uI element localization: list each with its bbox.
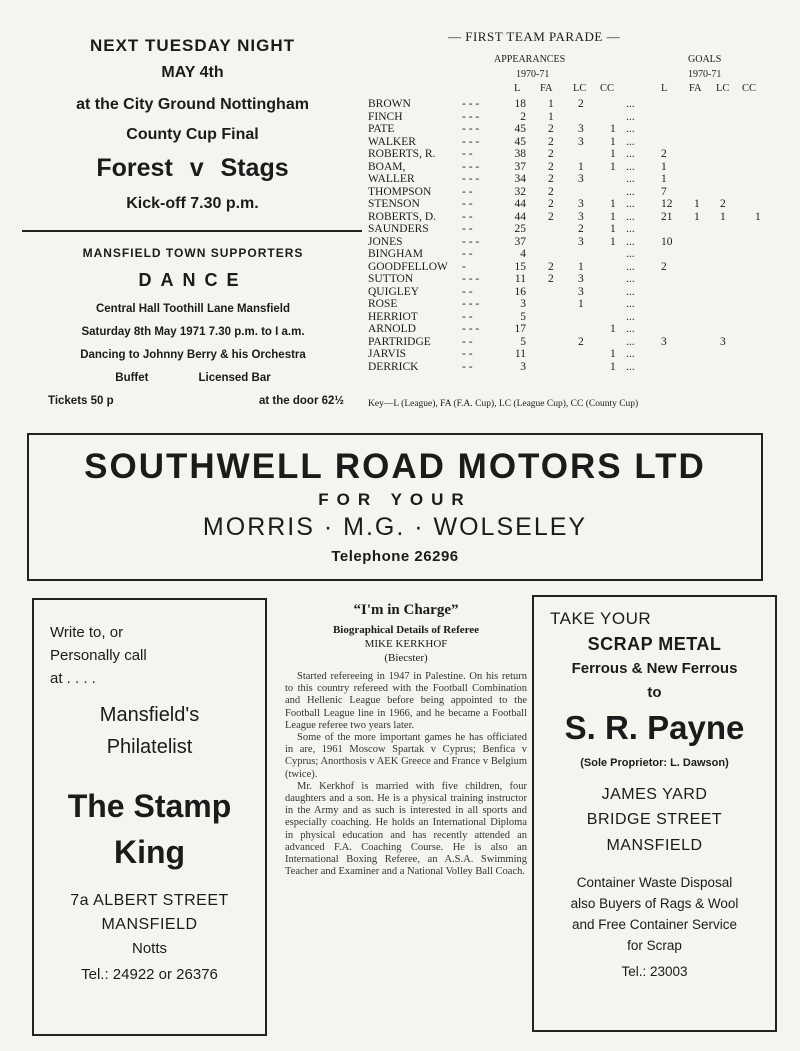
row-dashes: - - xyxy=(462,335,473,348)
appearance-cell: 1 xyxy=(548,110,554,123)
row-dashes: - - - xyxy=(462,298,480,310)
table-row xyxy=(368,161,788,173)
article-referee-name: MIKE KERKHOF xyxy=(364,638,448,650)
row-leader: ... xyxy=(626,360,635,373)
row-dashes: - - - xyxy=(462,123,480,135)
row-dashes: - xyxy=(462,260,466,273)
appearance-cell: 5 xyxy=(520,310,526,323)
dance-buffet: Buffet xyxy=(115,372,149,384)
appearance-cell: 1 xyxy=(610,148,616,160)
row-leader: ... xyxy=(626,235,635,248)
stamp-title-line1: The Stamp xyxy=(67,788,232,824)
row-leader: ... xyxy=(626,198,635,210)
goals-cell: 1 xyxy=(720,210,726,223)
row-dashes: - - - xyxy=(462,98,480,110)
row-dashes: - - xyxy=(462,223,473,235)
scrap-phone: Tel.: 23003 xyxy=(621,964,688,979)
table-row xyxy=(368,211,788,223)
col-app-l: L xyxy=(514,83,521,94)
player-name: BINGHAM xyxy=(368,248,423,260)
dance-door-price: at the door 62½ xyxy=(259,395,344,407)
appearance-cell: 3 xyxy=(578,135,584,148)
dance-music: Dancing to Johnny Berry & his Orchestra xyxy=(80,349,306,361)
row-dashes: - - - xyxy=(462,160,480,173)
player-name: STENSON xyxy=(368,198,420,210)
row-leader: ... xyxy=(626,310,635,323)
appearance-cell: 37 xyxy=(514,160,526,173)
row-dashes: - - xyxy=(462,148,473,160)
appearance-cell: 45 xyxy=(514,135,526,148)
dance-bar: Licensed Bar xyxy=(198,372,271,384)
article-paragraph: Mr. Kerkhof is married with five children, four daughters and a son. He is a physical training instructor in the Army and as such is interested in all sports and especially coaching. He holds an International Diploma in physical education and has recently attended an advanced F.A. Coaching Course. He is also an International Boxing Referee, an A.S.A. Swimming Teacher and Examiner and a National Volley Ball Coach. xyxy=(285,780,527,878)
player-name: BOAM, xyxy=(368,160,406,173)
scrap-line-to: to xyxy=(647,684,662,701)
goals-cell: 2 xyxy=(720,198,726,210)
row-leader: ... xyxy=(626,160,635,173)
appearance-cell: 1 xyxy=(578,298,584,310)
appearance-cell: 3 xyxy=(578,285,584,298)
motors-for-your: FOR YOUR xyxy=(318,490,472,509)
col-goals-fa: FA xyxy=(689,83,702,94)
match-date: MAY 4th xyxy=(161,64,224,81)
table-row xyxy=(368,286,788,298)
appearance-cell: 1 xyxy=(610,123,616,135)
goals-cell: 1 xyxy=(694,210,700,223)
scrap-address-yard: JAMES YARD xyxy=(601,786,708,803)
appearance-cell: 2 xyxy=(548,123,554,135)
col-app-lc: LC xyxy=(573,83,587,94)
table-row xyxy=(368,148,788,160)
match-notice xyxy=(30,36,355,213)
scrap-metal-advert xyxy=(532,595,777,1032)
table-row xyxy=(368,98,788,110)
motors-makes: MORRIS · M.G. · WOLSELEY xyxy=(202,513,588,541)
row-leader: ... xyxy=(626,223,635,235)
row-leader: ... xyxy=(626,210,635,223)
appearance-cell: 4 xyxy=(520,248,526,260)
appearance-cell: 11 xyxy=(514,348,526,360)
player-name: PARTRIDGE xyxy=(368,335,431,348)
dance-notice xyxy=(28,246,358,407)
stamp-phone: Tel.: 24922 or 26376 xyxy=(81,966,218,983)
parade-key: Key—L (League), FA (F.A. Cup), LC (League Cup), CC (County Cup) xyxy=(368,399,639,409)
appearance-cell: 2 xyxy=(548,210,554,223)
article-paragraph: Started refereeing in 1947 in Palestine. On his return to this country refereed with the Football Combination and Hellenic League before being appointed to the Football League line in 1966, and he became a Football League referee two years later. xyxy=(285,671,527,731)
table-row xyxy=(368,186,788,198)
appearance-cell: 1 xyxy=(610,135,616,148)
goals-cell: 2 xyxy=(661,260,667,273)
appearance-cell: 37 xyxy=(514,235,526,248)
scrap-line-take: TAKE YOUR xyxy=(550,609,652,628)
table-row xyxy=(368,261,788,273)
parade-title: — FIRST TEAM PARADE — xyxy=(448,29,621,44)
row-dashes: - - - xyxy=(462,323,480,335)
player-name: FINCH xyxy=(368,110,403,123)
goals-cell: 1 xyxy=(694,198,700,210)
appearance-cell: 1 xyxy=(610,198,616,210)
goals-cell: 10 xyxy=(661,235,673,248)
appearance-cell: 44 xyxy=(514,198,526,210)
match-fixture: Forest v Stags xyxy=(96,154,289,182)
stamp-line-call: Personally call xyxy=(50,647,147,664)
player-name: JONES xyxy=(368,235,403,248)
match-competition: County Cup Final xyxy=(126,126,259,143)
row-dashes: - - - xyxy=(462,235,480,248)
player-name: DERRICK xyxy=(368,360,419,373)
stamp-line-mansfields: Mansfield's xyxy=(99,704,200,726)
appearance-cell: 3 xyxy=(578,123,584,135)
goals-cell: 21 xyxy=(661,210,673,223)
player-name: ARNOLD xyxy=(368,323,416,335)
appearance-cell: 17 xyxy=(514,323,526,335)
goals-cell: 2 xyxy=(661,148,667,160)
stamp-king-advert xyxy=(32,598,267,1036)
dance-title: DANCE xyxy=(138,270,248,290)
stamp-line-philatelist: Philatelist xyxy=(106,736,193,758)
appearance-cell: 1 xyxy=(548,98,554,110)
dance-header: MANSFIELD TOWN SUPPORTERS xyxy=(82,246,304,260)
dance-date: Saturday 8th May 1971 7.30 p.m. to I a.m. xyxy=(81,326,305,338)
appearance-cell: 2 xyxy=(548,135,554,148)
appearance-cell: 1 xyxy=(610,323,616,335)
row-dashes: - - xyxy=(462,360,473,373)
appearance-cell: 3 xyxy=(578,273,584,285)
row-leader: ... xyxy=(626,335,635,348)
appearance-cell: 5 xyxy=(520,335,526,348)
appearance-cell: 34 xyxy=(514,173,526,185)
appearance-cell: 1 xyxy=(610,235,616,248)
row-leader: ... xyxy=(626,285,635,298)
goals-cell: 1 xyxy=(661,160,667,173)
appearances-season: 1970-71 xyxy=(516,69,550,80)
goals-cell: 3 xyxy=(661,335,667,348)
table-row xyxy=(368,123,788,135)
appearance-cell: 32 xyxy=(514,185,526,198)
motors-phone: Telephone 26296 xyxy=(331,548,459,565)
row-dashes: - - - xyxy=(462,273,480,285)
player-name: HERRIOT xyxy=(368,310,418,323)
article-title: “I'm in Charge” xyxy=(353,602,459,618)
row-dashes: - - xyxy=(462,248,473,260)
scrap-line-metal: SCRAP METAL xyxy=(587,634,722,654)
player-name: WALKER xyxy=(368,135,416,148)
goals-cell: 12 xyxy=(661,198,673,210)
dance-tickets: Tickets 50 p xyxy=(48,395,114,407)
player-name: WALLER xyxy=(368,173,415,185)
appearance-cell: 3 xyxy=(520,360,526,373)
row-leader: ... xyxy=(626,248,635,260)
table-row xyxy=(368,111,788,123)
appearance-cell: 3 xyxy=(578,173,584,185)
appearance-cell: 2 xyxy=(578,335,584,348)
scrap-proprietor: (Sole Proprietor: L. Dawson) xyxy=(580,757,729,769)
row-leader: ... xyxy=(626,348,635,360)
scrap-service-3: and Free Container Service xyxy=(571,917,738,932)
table-row xyxy=(368,198,788,210)
appearance-cell: 1 xyxy=(610,360,616,373)
motors-advert xyxy=(27,433,763,581)
appearance-cell: 15 xyxy=(514,260,526,273)
row-leader: ... xyxy=(626,110,635,123)
row-dashes: - - - xyxy=(462,173,480,185)
scrap-address-town: MANSFIELD xyxy=(606,837,703,854)
divider-line xyxy=(22,230,362,232)
appearance-cell: 1 xyxy=(610,160,616,173)
table-row xyxy=(368,236,788,248)
appearance-cell: 3 xyxy=(578,198,584,210)
row-leader: ... xyxy=(626,98,635,110)
article-referee-place: (Biecster) xyxy=(384,652,428,664)
appearance-cell: 2 xyxy=(548,185,554,198)
appearance-cell: 16 xyxy=(514,285,526,298)
row-leader: ... xyxy=(626,273,635,285)
row-dashes: - - xyxy=(462,348,473,360)
row-leader: ... xyxy=(626,298,635,310)
table-row xyxy=(368,273,788,285)
appearance-cell: 3 xyxy=(520,298,526,310)
goals-season: 1970-71 xyxy=(688,69,722,80)
stamp-line-write: Write to, or xyxy=(50,624,124,641)
table-row xyxy=(368,348,788,360)
appearance-cell: 3 xyxy=(578,235,584,248)
player-name: GOODFELLOW xyxy=(368,260,448,273)
player-name: BROWN xyxy=(368,98,411,110)
appearance-cell: 2 xyxy=(548,273,554,285)
row-leader: ... xyxy=(626,135,635,148)
appearance-cell: 1 xyxy=(578,260,584,273)
scrap-line-ferrous: Ferrous & New Ferrous xyxy=(571,660,738,677)
appearance-cell: 2 xyxy=(548,160,554,173)
article-paragraph: Some of the more important games he has officiated in are, 1961 Moscow Spartak v Cyprus; Benfica v Cyprus; Anorthosis v AEK Greece and France v Belgium (twice). xyxy=(285,732,527,780)
stamp-address-town: MANSFIELD xyxy=(101,916,198,933)
appearance-cell: 2 xyxy=(548,148,554,160)
appearance-cell: 2 xyxy=(578,223,584,235)
table-row xyxy=(368,298,788,310)
player-name: THOMPSON xyxy=(368,185,432,198)
appearance-cell: 38 xyxy=(514,148,526,160)
scrap-service-2: also Buyers of Rags & Wool xyxy=(570,896,739,911)
article-subtitle: Biographical Details of Referee xyxy=(332,624,480,636)
row-leader: ... xyxy=(626,323,635,335)
goals-header: GOALS xyxy=(688,54,722,65)
player-name: QUIGLEY xyxy=(368,285,420,298)
scrap-service-1: Container Waste Disposal xyxy=(576,875,733,890)
col-app-fa: FA xyxy=(540,83,553,94)
stamp-address-county: Notts xyxy=(131,940,167,957)
appearance-cell: 2 xyxy=(578,98,584,110)
table-row xyxy=(368,136,788,148)
row-leader: ... xyxy=(626,148,635,160)
col-goals-lc: LC xyxy=(716,83,730,94)
stamp-title-line2: King xyxy=(113,834,186,870)
row-leader: ... xyxy=(626,185,635,198)
row-dashes: - - xyxy=(462,185,473,198)
stamp-address-street: 7a ALBERT STREET xyxy=(70,892,229,909)
player-name: ROSE xyxy=(368,298,398,310)
row-leader: ... xyxy=(626,173,635,185)
col-app-cc: CC xyxy=(600,83,615,94)
goals-cell: 7 xyxy=(661,185,667,198)
table-row xyxy=(368,173,788,185)
player-name: SAUNDERS xyxy=(368,223,429,235)
row-leader: ... xyxy=(626,123,635,135)
goals-cell: 1 xyxy=(755,210,761,223)
scrap-service-4: for Scrap xyxy=(627,938,682,953)
player-name: SUTTON xyxy=(368,273,414,285)
appearance-cell: 25 xyxy=(514,223,526,235)
player-name: JARVIS xyxy=(368,348,407,360)
first-team-parade-table xyxy=(368,26,788,416)
appearance-cell: 1 xyxy=(610,223,616,235)
appearance-cell: 45 xyxy=(514,123,526,135)
table-row xyxy=(368,323,788,335)
table-row xyxy=(368,361,788,373)
scrap-address-street: BRIDGE STREET xyxy=(586,811,723,828)
motors-company-name: SOUTHWELL ROAD MOTORS LTD xyxy=(84,447,706,486)
appearance-cell: 1 xyxy=(610,210,616,223)
match-day: NEXT TUESDAY NIGHT xyxy=(89,36,296,55)
appearance-cell: 2 xyxy=(548,260,554,273)
player-name: ROBERTS, D. xyxy=(368,210,437,223)
match-venue: at the City Ground Nottingham xyxy=(76,96,309,113)
appearance-cell: 1 xyxy=(610,348,616,360)
player-name: PATE xyxy=(368,123,395,135)
row-dashes: - - xyxy=(462,285,473,298)
goals-cell: 3 xyxy=(720,335,726,348)
table-row xyxy=(368,336,788,348)
appearance-cell: 44 xyxy=(514,210,526,223)
row-leader: ... xyxy=(626,260,635,273)
appearance-cell: 1 xyxy=(578,160,584,173)
appearance-cell: 2 xyxy=(520,110,526,123)
col-goals-cc: CC xyxy=(742,83,757,94)
row-dashes: - - xyxy=(462,198,473,210)
stamp-line-at: at . . . . xyxy=(50,670,96,687)
appearances-header: APPEARANCES xyxy=(494,54,566,65)
table-row xyxy=(368,248,788,260)
match-kickoff: Kick-off 7.30 p.m. xyxy=(126,195,259,212)
table-row xyxy=(368,311,788,323)
row-dashes: - - xyxy=(462,210,473,223)
appearance-cell: 18 xyxy=(514,98,526,110)
col-goals-l: L xyxy=(661,83,668,94)
table-row xyxy=(368,223,788,235)
goals-cell: 1 xyxy=(661,173,667,185)
appearance-cell: 2 xyxy=(548,198,554,210)
scrap-company-name: S. R. Payne xyxy=(564,709,745,746)
appearance-cell: 2 xyxy=(548,173,554,185)
referee-article xyxy=(285,602,527,878)
row-dashes: - - - xyxy=(462,110,480,123)
appearance-cell: 11 xyxy=(514,273,526,285)
row-dashes: - - - xyxy=(462,135,480,148)
appearance-cell: 3 xyxy=(578,210,584,223)
row-dashes: - - xyxy=(462,310,473,323)
player-name: ROBERTS, R. xyxy=(368,148,436,160)
dance-venue: Central Hall Toothill Lane Mansfield xyxy=(95,303,291,315)
